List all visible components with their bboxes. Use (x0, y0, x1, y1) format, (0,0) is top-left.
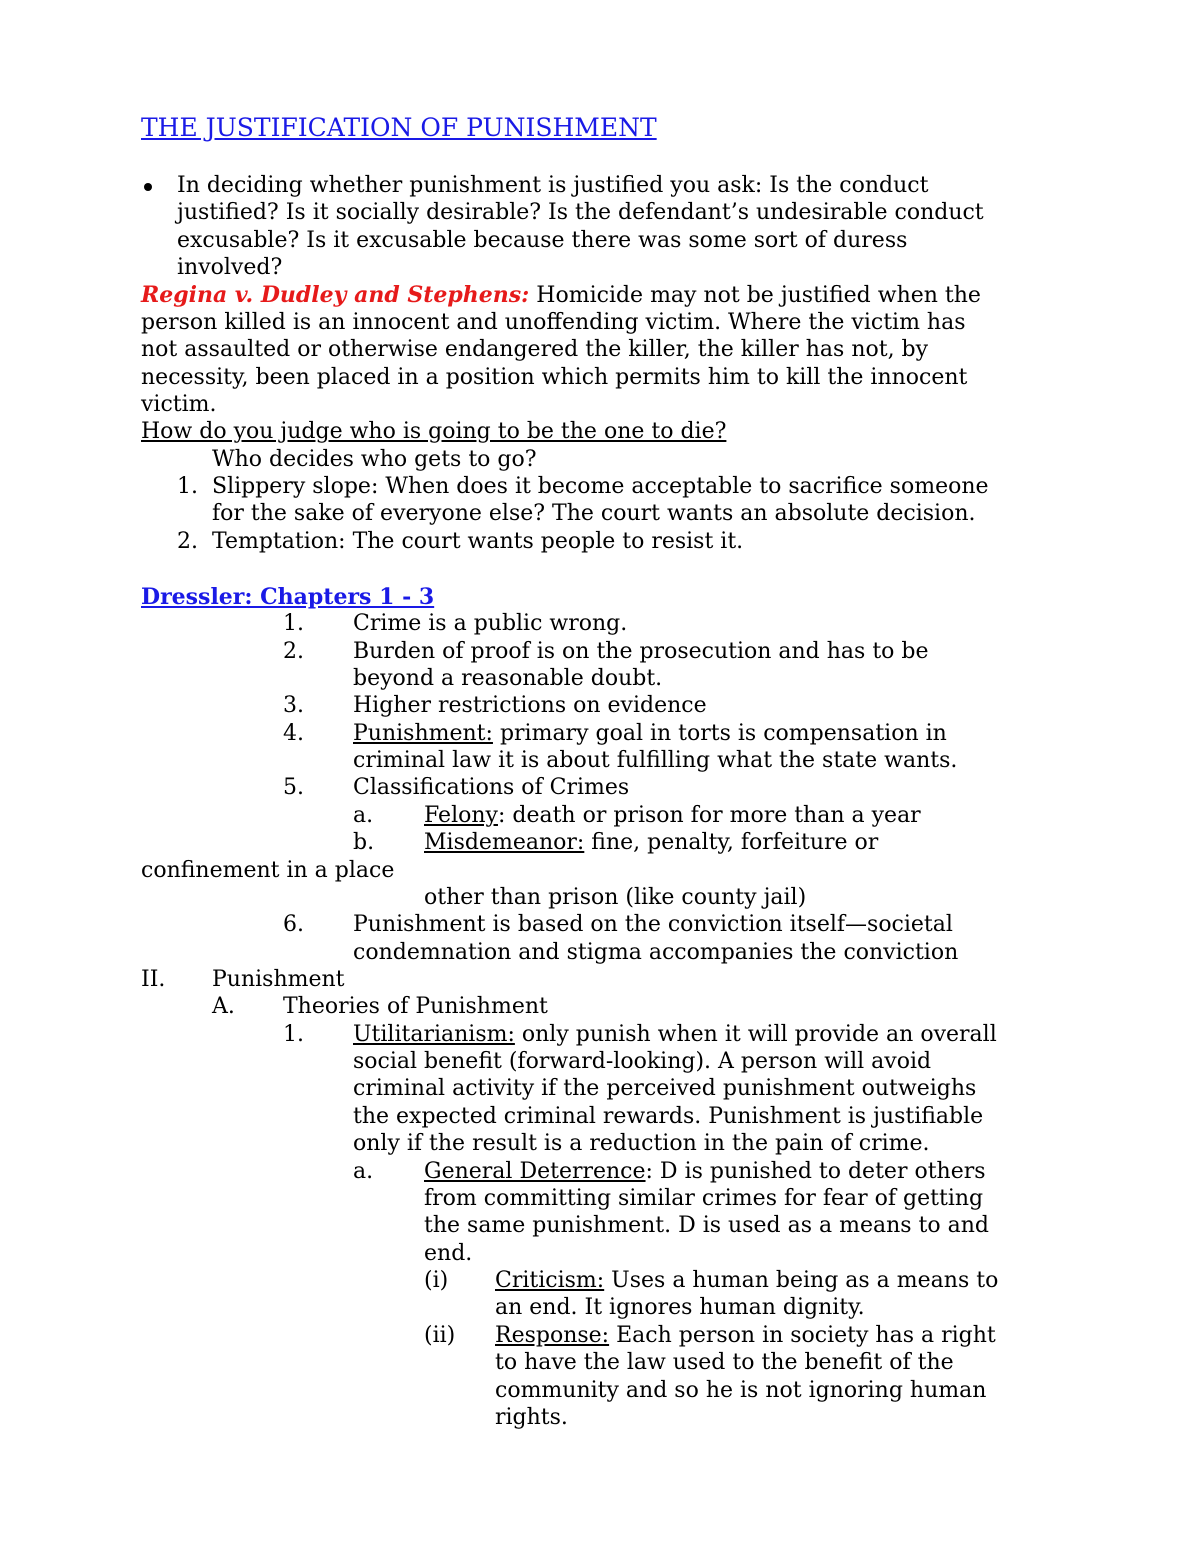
bullet-line: justified? Is it socially desirable? Is the defendant’s undesirable conduct (177, 200, 984, 225)
list-number: 4. (283, 721, 304, 746)
outline-number: II. (141, 967, 166, 992)
list-item: other than prison (like county jail) (424, 885, 807, 910)
item-label: Punishment: (353, 721, 493, 746)
outline-heading: Theories of Punishment (283, 994, 548, 1019)
list-item: Temptation: The court wants people to resist it. (212, 529, 744, 554)
case-line: necessity, been placed in a position which permits him to kill the innocent (141, 365, 968, 390)
case-line: victim. (141, 392, 217, 417)
list-item: condemnation and stigma accompanies the conviction (353, 940, 959, 965)
list-item: community and so he is not ignoring human (495, 1378, 987, 1403)
outline-number: A. (212, 994, 235, 1019)
bullet-icon (144, 183, 152, 191)
list-item: an end. It ignores human dignity. (495, 1295, 865, 1320)
bullet-line: involved? (177, 255, 283, 280)
list-number: 2. (283, 639, 304, 664)
list-number: 6. (283, 912, 304, 937)
list-item (353, 720, 947, 748)
item-label: Misdemeanor: (424, 830, 585, 855)
list-item (424, 1158, 986, 1186)
case-line: not assaulted or otherwise endangered the killer, the killer has not, by (141, 337, 929, 362)
list-item (495, 1267, 998, 1295)
item-text: : death or prison for more than a year (497, 803, 921, 828)
list-item: only if the result is a reduction in the pain of crime. (353, 1131, 930, 1156)
list-item: Slippery slope: When does it become acceptable to sacrifice someone (212, 474, 989, 499)
bullet-line: In deciding whether punishment is justified you ask: Is the conduct (177, 173, 929, 198)
item-text: fine, penalty, forfeiture or (584, 830, 879, 855)
case-line (141, 281, 981, 310)
list-item: from committing similar crimes for fear of getting (424, 1186, 984, 1211)
list-roman: (ii) (424, 1323, 456, 1348)
section-heading: Dressler: Chapters 1 - 3 (141, 584, 435, 610)
item-text: primary goal in torts is compensation in (492, 721, 947, 746)
list-item: the same punishment. D is used as a means to and (424, 1213, 990, 1238)
list-item: social benefit (forward-looking). A person will avoid (353, 1049, 932, 1074)
list-number: 5. (283, 775, 304, 800)
list-item: end. (424, 1241, 473, 1266)
list-number: 2. (177, 529, 198, 554)
case-text: Homicide may not be justified when the (529, 283, 981, 308)
list-item: to have the law used to the benefit of the (495, 1350, 954, 1375)
outline-heading: Punishment (212, 967, 345, 992)
case-name: Regina v. Dudley and Stephens: (141, 282, 530, 308)
item-text: only punish when it will provide an overall (514, 1022, 997, 1047)
item-label: Utilitarianism: (353, 1022, 515, 1047)
list-item (353, 1021, 997, 1049)
list-item (424, 802, 921, 830)
list-item: criminal activity if the perceived punishment outweighs (353, 1076, 977, 1101)
list-item (495, 1322, 996, 1350)
list-item: Burden of proof is on the prosecution and has to be (353, 639, 929, 664)
item-label: Response: (495, 1323, 610, 1348)
item-label: Criticism: (495, 1268, 605, 1293)
list-number: 1. (177, 474, 198, 499)
item-text: Uses a human being as a means to (604, 1268, 999, 1293)
document-title: THE JUSTIFICATION OF PUNISHMENT (141, 113, 657, 142)
list-letter: a. (353, 1159, 374, 1184)
list-item: for the sake of everyone else? The court wants an absolute decision. (212, 501, 976, 526)
list-number: 1. (283, 1022, 304, 1047)
question-heading: How do you judge who is going to be the one to die? (141, 419, 727, 444)
list-item: beyond a reasonable doubt. (353, 666, 663, 691)
list-roman: (i) (424, 1268, 449, 1293)
list-item: confinement in a place (141, 858, 395, 883)
sub-question: Who decides who gets to go? (212, 447, 537, 472)
item-label: General Deterrence (424, 1159, 646, 1184)
list-item: criminal law it is about fulfilling what the state wants. (353, 748, 958, 773)
list-item: the expected criminal rewards. Punishment is justifiable (353, 1104, 984, 1129)
bullet-line: excusable? Is it excusable because there was some sort of duress (177, 228, 908, 253)
case-line: person killed is an innocent and unoffending victim. Where the victim has (141, 310, 966, 335)
list-item: rights. (495, 1405, 568, 1430)
list-item: Classifications of Crimes (353, 775, 630, 800)
item-text: : D is punished to deter others (645, 1159, 986, 1184)
list-letter: a. (353, 803, 374, 828)
item-label: Felony (424, 803, 498, 828)
list-letter: b. (353, 830, 375, 855)
list-number: 3. (283, 693, 304, 718)
list-item (424, 829, 878, 857)
list-item: Punishment is based on the conviction itself—societal (353, 912, 953, 937)
list-item: Higher restrictions on evidence (353, 693, 707, 718)
item-text: Each person in society has a right (609, 1323, 996, 1348)
list-number: 1. (283, 611, 304, 636)
list-item: Crime is a public wrong. (353, 611, 628, 636)
